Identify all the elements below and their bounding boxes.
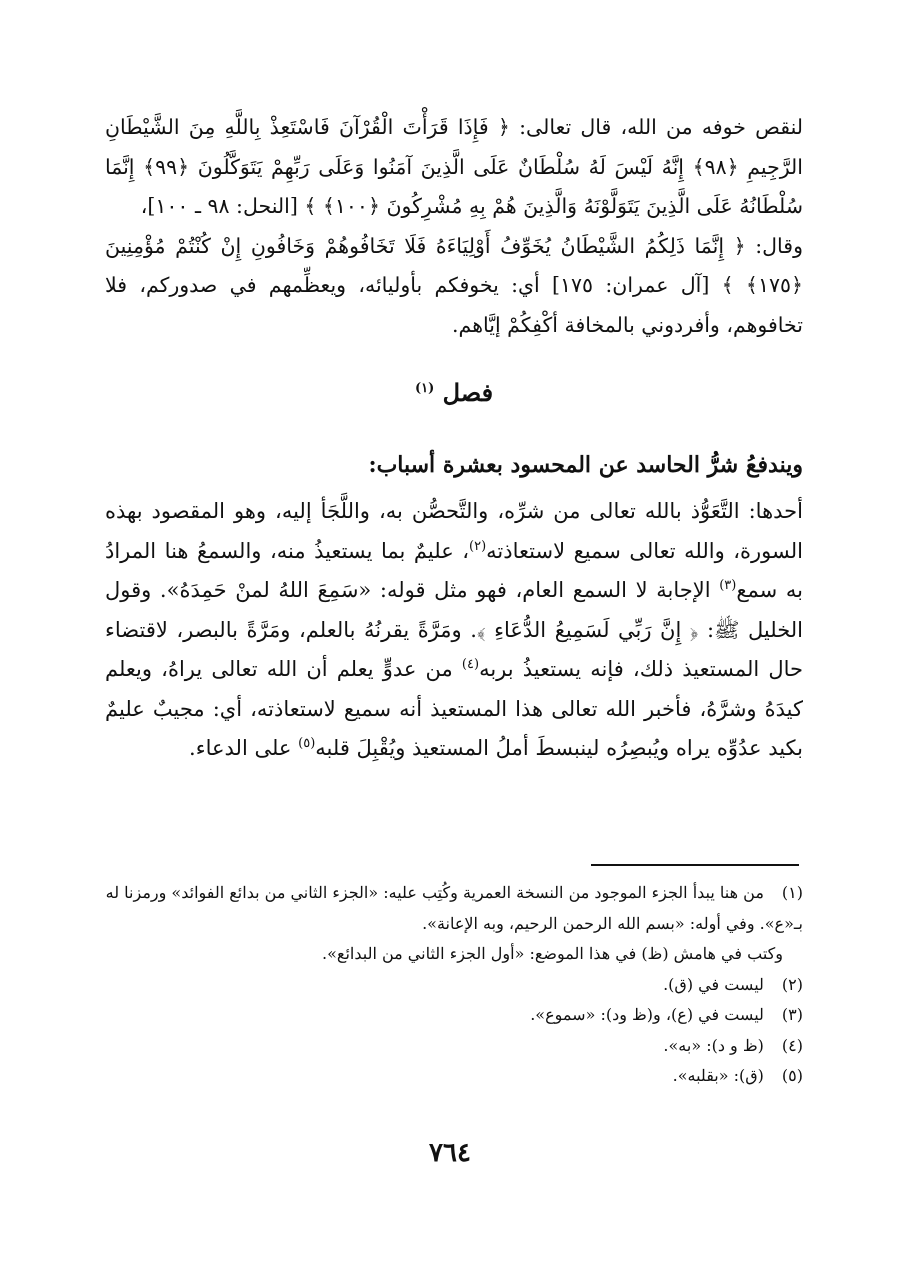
footnote-5-number: (٥) — [781, 1066, 803, 1085]
footnote-1 — [105, 878, 803, 939]
footnote-4-number: (٤) — [781, 1035, 803, 1055]
reason-one-text-c: الإجابة لا السمع العام، فهو مثل قوله: «سَمِعَ اللهُ لمنْ حَمِدَهُ». وقول الخليل ﷺ: ﴿ إِنَّ رَبِّي لَسَمِيعُ الدُّعَاءِ ﴾. ومَرَّةً يقرنُهُ بالعلم، ومَرَّةً بالبصر، لاقتضاء حال المستعيذ ذلك، فإنه يستعيذُ بربه — [105, 578, 803, 681]
footnote-2-text: ليست في (ق). — [663, 974, 764, 994]
footnote-2-number: (٢) — [781, 974, 803, 994]
footnote-ref-1: (١) — [414, 381, 435, 396]
footnote-2 — [105, 970, 803, 1001]
footnote-ref-3: (٣) — [719, 578, 737, 593]
footnote-ref-5: (٥) — [298, 736, 316, 751]
page-number: ٧٦٤ — [429, 1138, 471, 1168]
footnote-1-continuation: وكتب في هامش (ظ) في هذا الموضع: «أول الجزء الثاني من البدائع». — [322, 944, 783, 963]
paragraph-quran-imran: وقال: ﴿ إِنَّمَا ذَلِكُمُ الشَّيْطَانُ يُخَوِّفُ أَوْلِيَاءَهُ فَلَا تَخَافُوهُمْ وَخَافُونِ إِنْ كُنْتُمْ مُؤْمِنِينَ ﴿١٧٥﴾ ﴾ [آل عمران: ١٧٥] أي: يخوفكم بأوليائه، ويعظِّمهم في صدوركم، فلا تخافوهم، وأفردوني بالمخافة أكْفِكُمْ إيَّاهم. — [105, 233, 803, 337]
footnote-1-text: من هنا يبدأ الجزء الموجود من النسخة العمرية وكُتِب عليه: «الجزء الثاني من بدائع الفوائد» ورمزنا له بـ«ع». وفي أوله: «بسم الله الرحمن الرحيم، وبه الإعانة». — [105, 883, 803, 933]
footnotes-section — [105, 878, 803, 1092]
paragraph-reason-one — [105, 492, 803, 769]
footnote-ref-4: (٤) — [461, 657, 480, 672]
paragraph-quran-nahl: لنقص خوفه من الله، قال تعالى: ﴿ فَإِذَا قَرَأْتَ الْقُرْآنَ فَاسْتَعِذْ بِاللَّهِ مِنَ الشَّيْطَانِ الرَّجِيمِ ﴿٩٨﴾ إِنَّهُ لَيْسَ لَهُ سُلْطَانٌ عَلَى الَّذِينَ آمَنُوا وَعَلَى رَبِّهِمْ يَتَوَكَّلُونَ ﴿٩٩﴾ إِنَّمَا سُلْطَانُهُ عَلَى الَّذِينَ يَتَوَلَّوْنَهُ وَالَّذِينَ هُمْ بِهِ مُشْرِكُونَ ﴿١٠٠﴾ ﴾ [النحل: ٩٨ ـ ١٠٠]، — [105, 115, 803, 218]
footnote-separator — [591, 864, 799, 866]
footnote-1-number: (١) — [781, 883, 803, 902]
footnote-3 — [105, 1000, 803, 1031]
reason-one-text-d: من عدوٍّ يعلم أن الله تعالى يراهُ، ويعلم كيدَهُ وشرَّهُ، فأخبر الله تعالى هذا المستعيذ أنه سميع لاستعاذته، أي: مجيبٌ عليمٌ بكيد عدُوِّه يراه ويُبصِرُه لينبسطَ أملُ المستعيذ ويُقْبِلَ قلبه — [105, 657, 803, 760]
reason-one-text-a: أحدها: التَّعَوُّذ بالله تعالى من شرِّه، والتَّحصُّن به، واللَّجَأ إليه، وهو المقصود بهذه السورة، والله تعالى سميع لاستعاذته — [105, 499, 804, 563]
footnote-ref-2: (٢) — [469, 538, 487, 554]
reason-one-text-b: ، عليمٌ بما يستعيذُ منه، والسمعُ هنا المرادُ به سمع — [105, 538, 803, 602]
section-heading — [105, 378, 803, 407]
footnote-4 — [105, 1031, 803, 1062]
section-intro: ويندفعُ شرُّ الحاسد عن المحسود بعشرة أسباب: — [368, 452, 803, 478]
footnote-5 — [105, 1061, 803, 1092]
top-paragraphs — [105, 108, 803, 345]
section-heading-text: فصل — [442, 378, 494, 407]
footnote-5-text: (ق): «بقلبه». — [672, 1066, 764, 1085]
footnote-3-number: (٣) — [781, 1005, 803, 1024]
footnote-4-text: (ظ و د): «به». — [663, 1035, 764, 1055]
reason-one-text-e: على الدعاء. — [189, 736, 299, 760]
footnote-3-text: ليست في (ع)، و(ظ ود): «سموع». — [530, 1005, 764, 1024]
reason-one-block — [105, 492, 803, 769]
